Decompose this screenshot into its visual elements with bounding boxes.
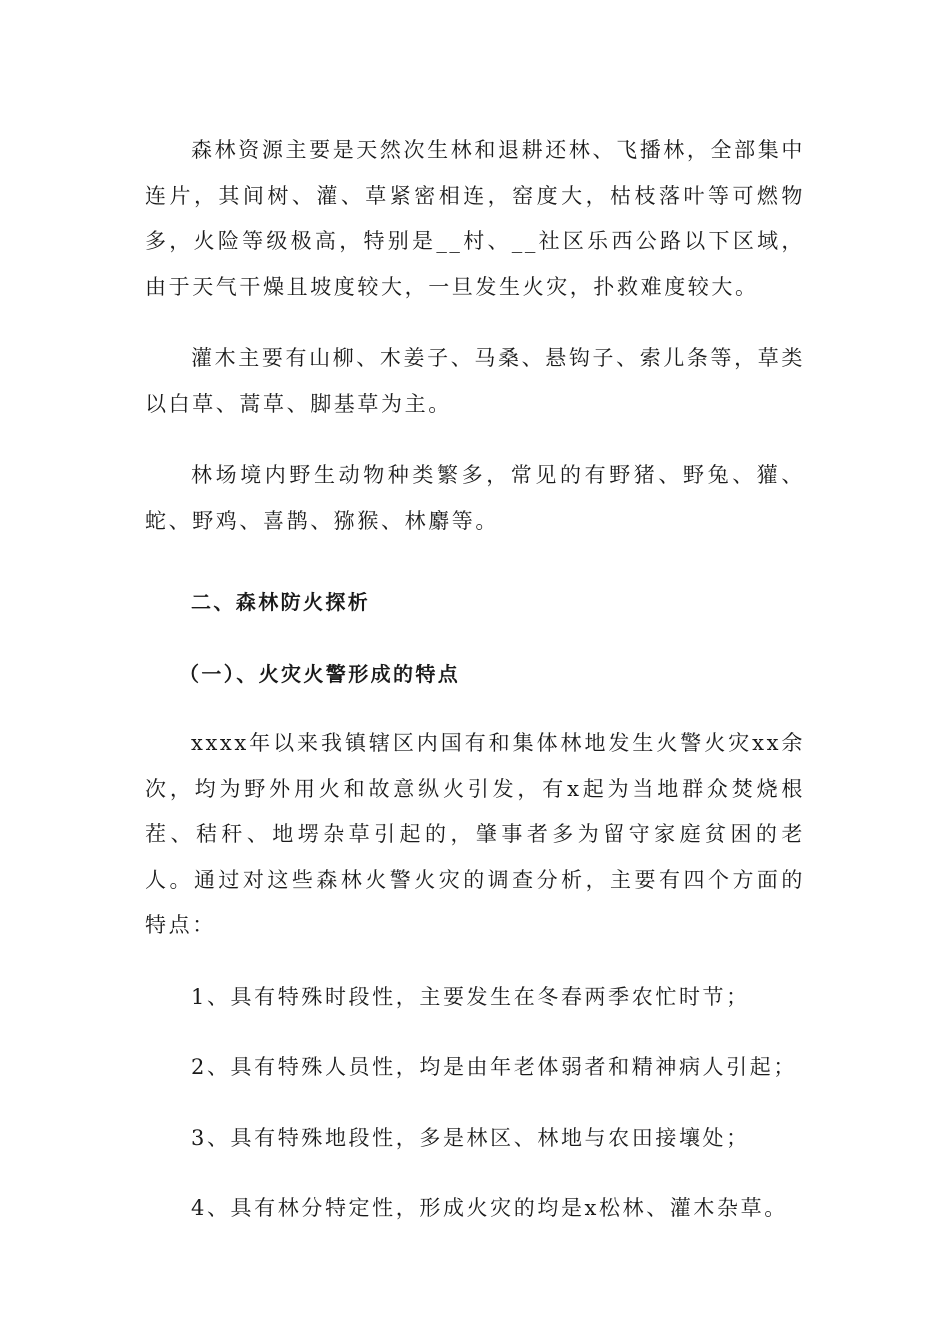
list-item-2: 2、具有特殊人员性，均是由年老体弱者和精神病人引起；	[191, 1055, 797, 1079]
paragraph-shrubs: 灌木主要有山柳、木姜子、马桑、悬钩子、索儿条等，草类以白草、蒿草、脚基草为主。	[145, 346, 805, 416]
subsection-heading: （一）、火灾火警形成的特点	[179, 661, 461, 686]
section-heading: 二、森林防火探析	[191, 590, 371, 614]
list-item-4: 4、具有林分特定性，形成火灾的均是x松林、灌木杂草。	[191, 1196, 788, 1220]
list-item-3: 3、具有特殊地段性，多是林区、林地与农田接壤处；	[191, 1125, 750, 1150]
paragraph-forest-resources: 森林资源主要是天然次生林和退耕还林、飞播林，全部集中连片，其间树、灌、草紧密相连，窑度大，枯枝落叶等可燃物多，火险等级极高，特别是__村、__社区乐西公路以下区域，由于天气干燥且坡度较大，一旦发生火灾，扑救难度较大。	[145, 138, 805, 299]
paragraph-fire-incidents: xxxx年以来我镇辖区内国有和集体林地发生火警火灾xx余次，均为野外用火和故意纵火引发，有x起为当地群众焚烧根茬、秸秆、地塄杂草引起的，肇事者多为留守家庭贫困的老人。通过对这些森林火警火灾的调查分析，主要有四个方面的特点：	[145, 731, 805, 937]
document-page	[145, 128, 805, 1257]
paragraph-wildlife: 林场境内野生动物种类繁多，常见的有野猪、野兔、獾、蛇、野鸡、喜鹊、猕猴、林麝等。	[145, 463, 805, 533]
list-item-1: 1、具有特殊时段性，主要发生在冬春两季农忙时节；	[191, 984, 750, 1009]
